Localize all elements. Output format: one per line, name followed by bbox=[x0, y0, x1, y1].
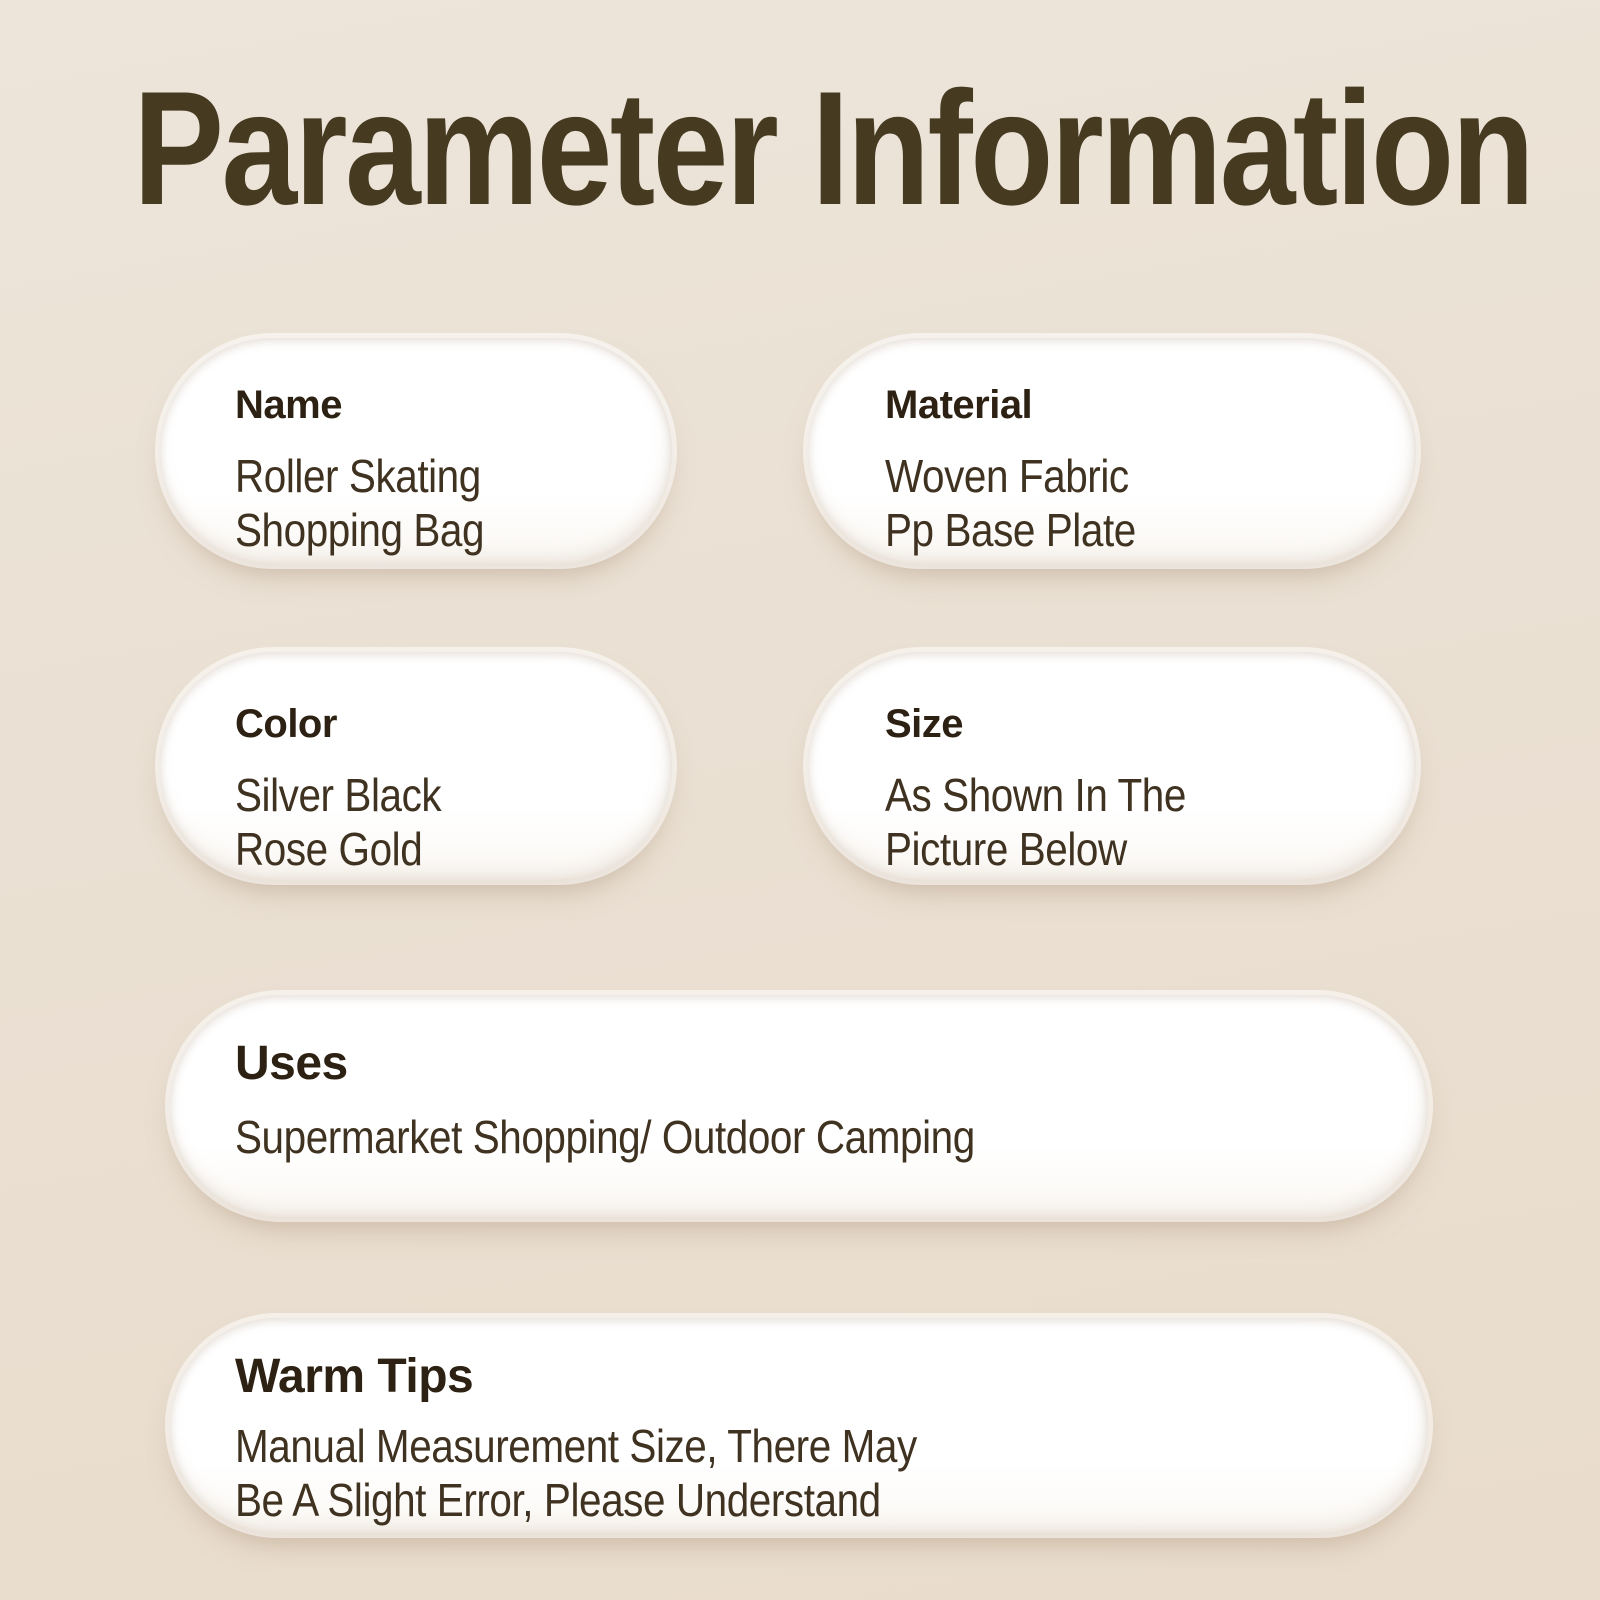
card-warm-tips-label: Warm Tips bbox=[235, 1350, 474, 1403]
card-warm-tips-value bbox=[235, 1419, 1428, 1528]
card-value-line: Be A Slight Error, Please Understand bbox=[235, 1474, 881, 1527]
card-name-value bbox=[235, 449, 672, 558]
card-color-label: Color bbox=[235, 702, 337, 746]
card-value-line: Picture Below bbox=[885, 823, 1127, 876]
card-warm-tips bbox=[170, 1318, 1428, 1533]
card-value-line: Manual Measurement Size, There May bbox=[235, 1420, 917, 1472]
card-value-line: Rose Gold bbox=[235, 823, 423, 876]
card-size bbox=[808, 652, 1416, 880]
card-value-line: Roller Skating bbox=[235, 450, 481, 502]
card-size-label: Size bbox=[885, 702, 964, 746]
card-uses-value bbox=[235, 1110, 1428, 1164]
page-title-text: Parameter Information bbox=[133, 58, 1533, 239]
card-material-label: Material bbox=[885, 383, 1033, 427]
card-value-line: Woven Fabric bbox=[885, 450, 1129, 502]
card-value-line: Shopping Bag bbox=[235, 504, 485, 557]
card-color-value bbox=[235, 768, 672, 877]
card-uses bbox=[170, 995, 1428, 1217]
card-size-value bbox=[885, 768, 1416, 877]
page-title bbox=[0, 58, 1600, 239]
card-value-line: Pp Base Plate bbox=[885, 504, 1136, 557]
card-name bbox=[160, 338, 672, 564]
card-material bbox=[808, 338, 1416, 564]
card-value-line: Silver Black bbox=[235, 769, 442, 821]
card-material-value bbox=[885, 449, 1416, 558]
card-value-line: Supermarket Shopping/ Outdoor Camping bbox=[235, 1111, 975, 1163]
card-value-line: As Shown In The bbox=[885, 769, 1186, 821]
card-color bbox=[160, 652, 672, 880]
card-name-label: Name bbox=[235, 383, 342, 427]
card-uses-label: Uses bbox=[235, 1037, 348, 1090]
